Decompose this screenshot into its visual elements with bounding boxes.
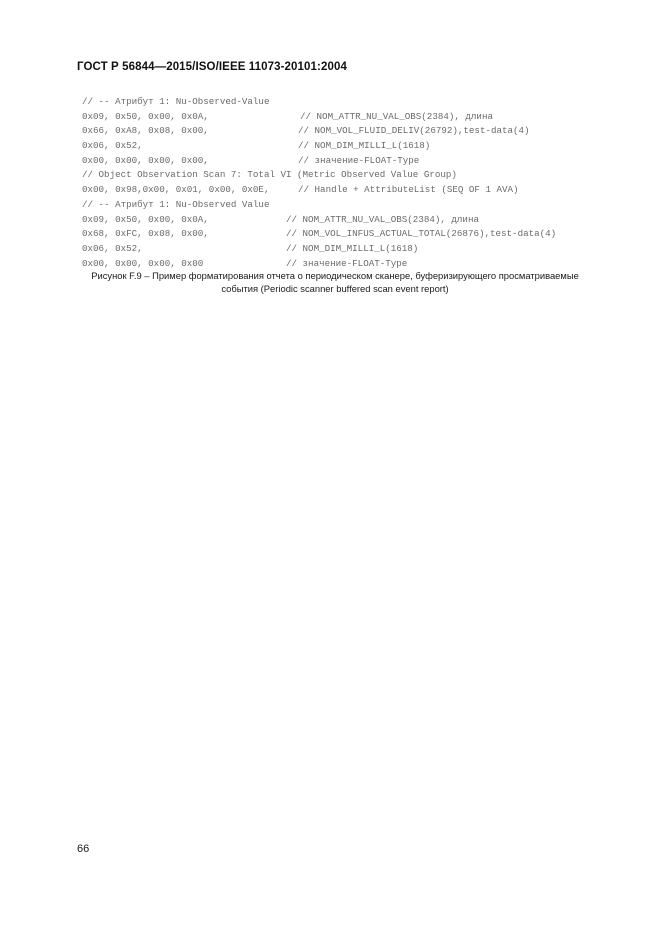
figure-caption-line: Рисунок F.9 – Пример форматирования отчета о периодическом сканере, буферизирующего просматриваемые [91,270,579,281]
code-comment: // Handle + AttributeList (SEQ OF 1 AVA) [298,184,519,196]
code-bytes: 0x00, 0x98,0x00, 0x01, 0x00, 0x0E, [82,184,270,196]
page-number: 66 [77,843,90,855]
code-bytes: // Object Observation Scan 7: Total VI (Metric Observed Value Group) [82,169,457,181]
document-header: ГОСТ Р 56844—2015/ISO/IEEE 11073-20101:2004 [77,61,347,73]
code-comment: // NOM_DIM_MILLI_L(1618) [298,140,431,152]
code-line [82,183,602,198]
code-bytes: 0x06, 0x52, [82,242,143,254]
code-bytes: // -- Атрибут 1: Nu-Observed-Value [82,96,270,107]
code-bytes: 0x09, 0x50, 0x00, 0x0A, [82,213,209,225]
code-line [82,198,602,213]
figure-caption [70,270,600,295]
code-comment: // NOM_VOL_INFUS_ACTUAL_TOTAL(26876),test-data(4) [286,228,557,240]
code-comment: // значение-FLOAT-Type [286,257,408,269]
code-bytes: 0x00, 0x00, 0x00, 0x00, [82,154,209,166]
code-comment: // NOM_ATTR_NU_VAL_OBS(2384), длина [300,110,493,122]
code-bytes: 0x09, 0x50, 0x00, 0x0A, [82,110,209,122]
code-bytes: 0x66, 0xA8, 0x08, 0x00, [82,125,209,137]
code-comment: // значение-FLOAT-Type [298,154,420,166]
code-line [82,124,602,139]
code-comment: // NOM_DIM_MILLI_L(1618) [286,242,419,254]
code-line [82,154,602,169]
code-listing [82,95,602,271]
code-bytes: 0x00, 0x00, 0x00, 0x00 [82,257,204,269]
code-comment: // NOM_ATTR_NU_VAL_OBS(2384), длина [286,213,479,225]
code-bytes: 0x06, 0x52, [82,140,143,152]
code-bytes: 0x68, 0xFC, 0x08, 0x00, [82,228,209,240]
code-line [82,110,602,125]
code-line [82,168,602,183]
code-line [82,242,602,257]
code-line [82,139,602,154]
code-line [82,227,602,242]
code-bytes: // -- Атрибут 1: Nu-Observed Value [82,198,270,210]
figure-caption-line: события (Periodic scanner buffered scan event report) [221,282,449,294]
code-line [82,213,602,228]
code-line [82,95,602,110]
code-comment: // NOM_VOL_FLUID_DELIV(26792),test-data(4) [298,125,530,137]
